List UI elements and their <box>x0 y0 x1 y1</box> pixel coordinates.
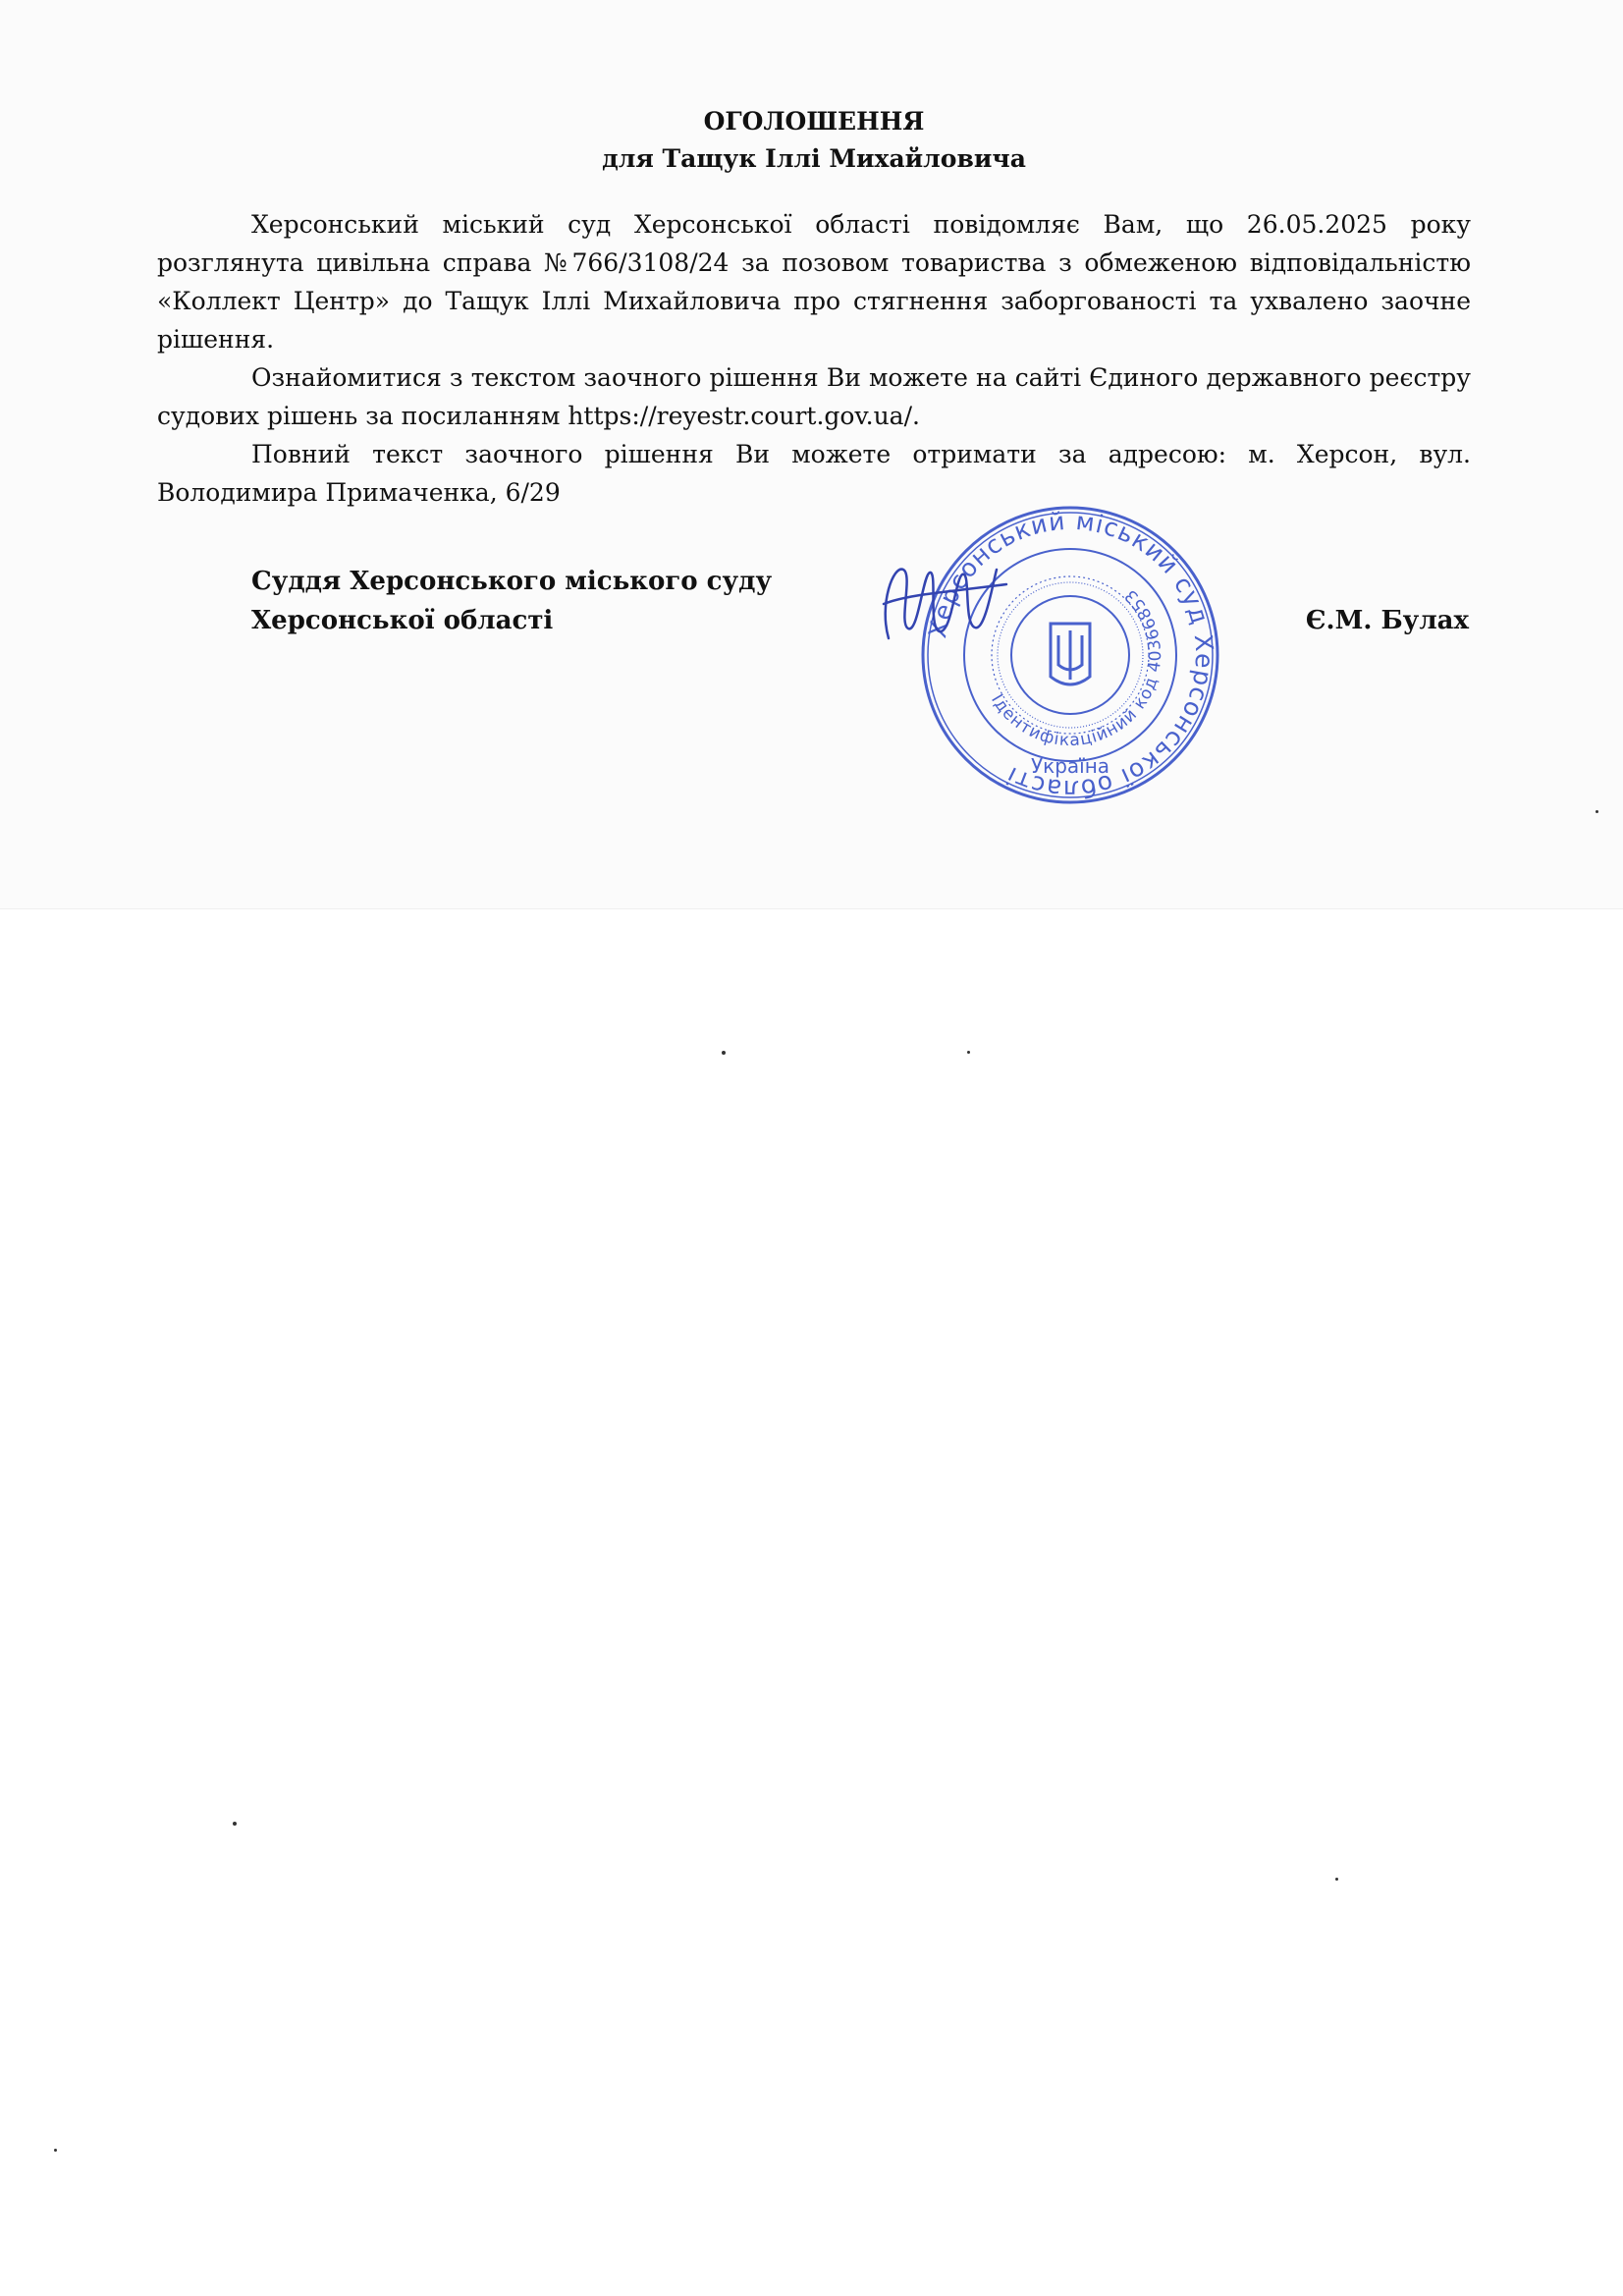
scan-speck <box>1596 810 1598 813</box>
scan-speck <box>233 1822 237 1826</box>
document-title: ОГОЛОШЕННЯ <box>703 107 925 136</box>
scan-speck <box>1335 1878 1338 1881</box>
seal-inner-text: Ідентифікаційний код 40366853 <box>987 584 1166 751</box>
seal-outer-text: Херсонський міський суд Херсонської області <box>923 506 1219 804</box>
signature-icon <box>869 545 1016 653</box>
paragraph-notice: Херсонський міський суд Херсонської області повідомляє Вам, що 26.05.2025 року розглянута цивільна справа №766/3108/24 за позовом товариства з обмеженою відповідальністю «Коллект Центр» до Тащук Іллі Михайловича про стягнення заборгованості та ухвалено заочне рішення. <box>157 210 1471 354</box>
paragraph-address: Повний текст заочного рішення Ви можете отримати за адресою: м. Херсон, вул. Володимира Примаченка, 6/29 <box>157 440 1471 507</box>
seal-bottom-text: Україна <box>1030 754 1110 778</box>
paragraph-registry: Ознайомитися з текстом заочного рішення Ви можете на сайті Єдиного державного реєстру судових рішень за посиланням https://reyestr.court.gov.ua/. <box>157 363 1471 430</box>
judge-position-line2: Херсонської області <box>251 606 554 635</box>
judge-position-line1: Суддя Херсонського міського суду <box>251 567 773 596</box>
scan-speck <box>722 1051 726 1055</box>
court-seal-icon <box>903 488 1237 822</box>
judge-name: Є.М. Булах <box>1305 606 1469 635</box>
announcement-body <box>157 103 1471 512</box>
signature-block <box>251 562 1469 640</box>
scan-speck <box>967 1051 970 1054</box>
scan-speck <box>54 2149 57 2152</box>
document-subtitle: для Тащук Іллі Михайловича <box>602 144 1026 173</box>
